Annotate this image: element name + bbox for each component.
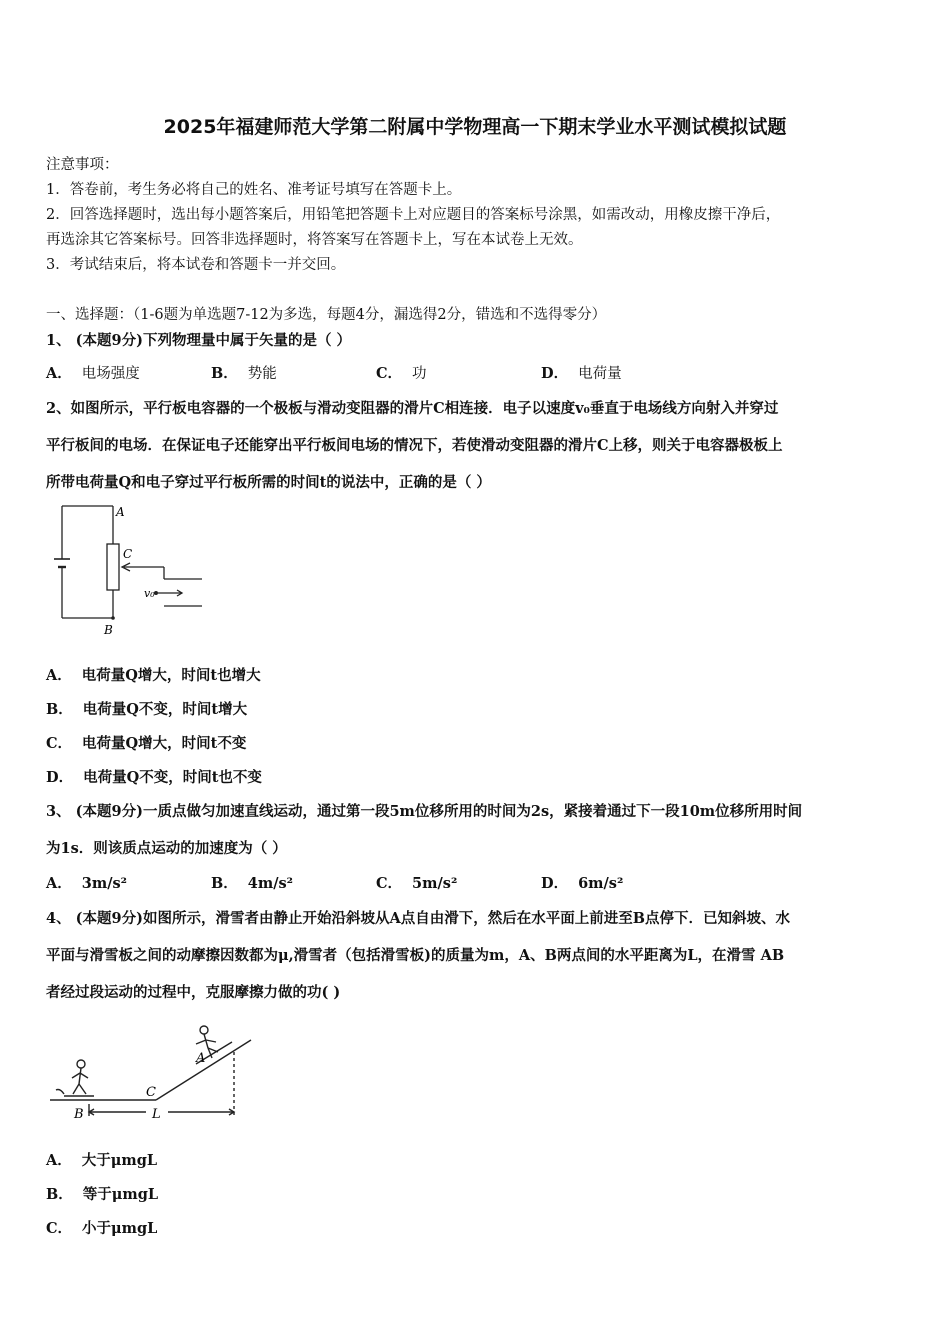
circuit-figure xyxy=(46,502,216,640)
option-text: 电荷量Q增大，时间t也增大 xyxy=(81,667,261,684)
q4-option-a[interactable] xyxy=(46,1149,157,1170)
option-key: D． xyxy=(541,875,569,892)
section-heading: 一、选择题：（1-6题为单选题7-12为多选，每题4分，漏选得2分，错选和不选得零分） xyxy=(46,307,607,323)
option-key: C． xyxy=(376,365,403,382)
option-key: C． xyxy=(46,1220,73,1237)
q2-option-d[interactable] xyxy=(46,766,262,787)
option-text: 5m/s² xyxy=(412,875,458,892)
q3-option-a[interactable] xyxy=(46,872,127,893)
label-v0: v₀ xyxy=(144,587,155,600)
label-a: A xyxy=(116,505,125,519)
label-b: B xyxy=(104,623,113,637)
option-text: 等于μmgL xyxy=(82,1186,159,1203)
q2-option-c[interactable] xyxy=(46,732,246,753)
notice-item: 再选涂其它答案标号。回答非选择题时，将答案写在答题卡上，写在本试卷上无效。 xyxy=(46,232,583,248)
option-text: 大于μmgL xyxy=(81,1152,158,1169)
option-text: 电荷量Q不变，时间t增大 xyxy=(82,701,248,718)
notice-item: 1．答卷前，考生务必将自己的姓名、准考证号填写在答题卡上。 xyxy=(46,182,462,198)
q2-option-a[interactable] xyxy=(46,664,261,685)
option-key: A． xyxy=(46,875,72,892)
option-key: A． xyxy=(46,1152,72,1169)
option-text: 电荷量Q增大，时间t不变 xyxy=(82,735,247,752)
question-4-stem: 平面与滑雪板之间的动摩擦因数都为μ,滑雪者（包括滑雪板)的质量为m，A、B两点间的水平距离为L，在滑雪 AB xyxy=(46,947,785,964)
q4-option-b[interactable] xyxy=(46,1183,158,1204)
option-key: A． xyxy=(46,667,72,684)
option-key: B． xyxy=(211,875,238,892)
q2-option-b[interactable] xyxy=(46,698,247,719)
q1-option-c[interactable] xyxy=(376,362,427,383)
option-text: 电场强度 xyxy=(81,366,140,382)
q1-option-d[interactable] xyxy=(541,362,622,383)
option-key: D． xyxy=(541,365,569,382)
label-c: C xyxy=(123,547,133,561)
q1-option-b[interactable] xyxy=(211,362,277,383)
notice-heading: 注意事项： xyxy=(46,157,119,173)
page-title: 2025年福建师范大学第二附属中学物理高一下期末学业水平测试模拟试题 xyxy=(163,116,787,138)
option-key: B． xyxy=(46,701,73,718)
option-text: 电荷量 xyxy=(578,366,622,382)
label-c: C xyxy=(146,1085,156,1100)
q3-option-b[interactable] xyxy=(211,872,293,893)
label-a: A xyxy=(196,1051,206,1066)
option-key: A． xyxy=(46,365,72,382)
q3-option-c[interactable] xyxy=(376,872,457,893)
question-3-stem: 为1s．则该质点运动的加速度为（ ） xyxy=(46,840,287,857)
option-text: 4m/s² xyxy=(247,875,294,892)
question-1-stem: 1、 (本题9分)下列物理量中属于矢量的是（ ） xyxy=(46,332,351,349)
option-key: D． xyxy=(46,769,74,786)
question-2-stem: 2、如图所示，平行板电容器的一个极板与滑动变阻器的滑片C相连接．电子以速度v₀垂直于电场线方向射入并穿过 xyxy=(46,400,779,417)
q1-option-a[interactable] xyxy=(46,362,140,383)
ski-slope-figure xyxy=(46,1012,261,1130)
option-text: 3m/s² xyxy=(81,875,128,892)
option-text: 功 xyxy=(412,366,427,382)
label-b: B xyxy=(74,1107,84,1122)
question-2-stem: 平行板间的电场．在保证电子还能穿出平行板间电场的情况下，若使滑动变阻器的滑片C上移，则关于电容器极板上 xyxy=(46,437,783,454)
question-4-stem: 4、 (本题9分)如图所示，滑雪者由静止开始沿斜坡从A点自由滑下，然后在水平面上前进至B点停下．已知斜坡、水 xyxy=(46,910,790,927)
q3-option-d[interactable] xyxy=(541,872,623,893)
option-text: 电荷量Q不变，时间t也不变 xyxy=(83,769,262,786)
option-key: B． xyxy=(211,365,238,382)
option-key: C． xyxy=(376,875,403,892)
notice-item: 3．考试结束后，将本试卷和答题卡一并交回。 xyxy=(46,257,346,273)
notice-item: 2．回答选择题时，选出每小题答案后，用铅笔把答题卡上对应题目的答案标号涂黑，如需改动，用橡皮擦干净后， xyxy=(46,207,781,223)
question-3-stem: 3、 (本题9分)一质点做匀加速直线运动，通过第一段5m位移所用的时间为2s，紧接着通过下一段10m位移所用时间 xyxy=(46,803,803,820)
option-key: B． xyxy=(46,1186,73,1203)
q4-option-c[interactable] xyxy=(46,1217,157,1238)
option-text: 6m/s² xyxy=(578,875,624,892)
option-text: 势能 xyxy=(247,366,277,382)
question-4-stem: 者经过段运动的过程中，克服摩擦力做的功( ) xyxy=(46,984,341,1001)
question-2-stem: 所带电荷量Q和电子穿过平行板所需的时间t的说法中，正确的是（ ） xyxy=(46,474,491,491)
label-l: L xyxy=(152,1107,161,1122)
option-text: 小于μmgL xyxy=(82,1220,158,1237)
option-key: C． xyxy=(46,735,73,752)
